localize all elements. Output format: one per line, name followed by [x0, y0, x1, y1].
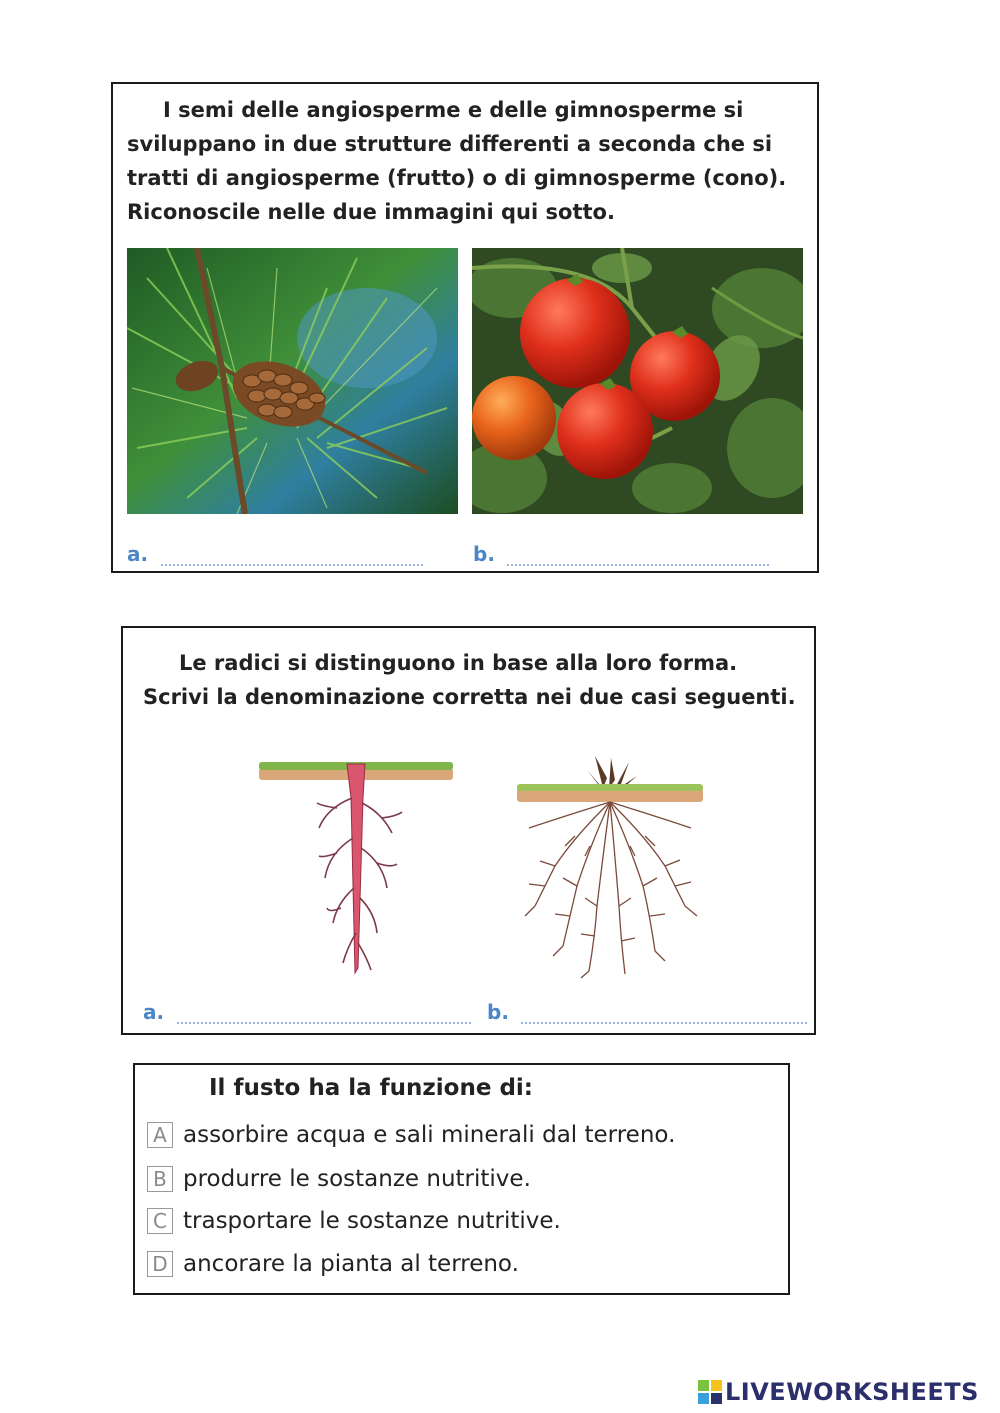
answer-b-blank[interactable] [507, 550, 769, 566]
option-d-letter[interactable]: D [147, 1251, 173, 1277]
option-a-text: assorbire acqua e sali minerali dal terreno. [183, 1122, 676, 1148]
answer-a-line[interactable] [127, 542, 423, 566]
answer-a-label: a. [127, 542, 149, 566]
answer-b-label: b. [473, 542, 495, 566]
roots-exercise-box [121, 626, 816, 1035]
option-a-letter[interactable]: A [147, 1122, 173, 1148]
option-c[interactable] [147, 1208, 561, 1234]
option-b[interactable] [147, 1166, 531, 1192]
option-b-letter[interactable]: B [147, 1166, 173, 1192]
taproot-illustration [257, 758, 457, 980]
option-c-text: trasportare le sostanze nutritive. [183, 1208, 561, 1234]
seeds-exercise-box [111, 82, 819, 573]
root-answer-b-line[interactable] [487, 1000, 807, 1024]
brand-name: LIVEWORKSHEETS [725, 1378, 979, 1406]
seeds-instructions: I semi delle angiosperme e delle gimnosperme si sviluppano in due strutture differenti a seconda che si tratti di angiosperme (frutto) o di gimnosperme (cono). Riconoscile nelle due immagini qui sotto. [127, 98, 787, 224]
option-b-text: produrre le sostanze nutritive. [183, 1166, 531, 1192]
answer-a-blank[interactable] [161, 550, 423, 566]
pine-cone-photo [127, 248, 458, 514]
root-answer-a-line[interactable] [143, 1000, 471, 1024]
root-answer-b-label: b. [487, 1000, 509, 1024]
fibrous-root-illustration [515, 756, 705, 982]
quiz-question: Il fusto ha la funzione di: [209, 1075, 533, 1101]
option-d-text: ancorare la pianta al terreno. [183, 1251, 519, 1277]
tomato-photo [472, 248, 803, 514]
liveworksheets-logo-icon [698, 1380, 722, 1404]
option-d[interactable] [147, 1251, 519, 1277]
stem-quiz-box [133, 1063, 790, 1295]
option-c-letter[interactable]: C [147, 1208, 173, 1234]
option-a[interactable] [147, 1122, 675, 1148]
liveworksheets-brand [698, 1378, 979, 1406]
root-answer-b-blank[interactable] [521, 1008, 807, 1024]
answer-b-line[interactable] [473, 542, 769, 566]
roots-instructions: Le radici si distinguono in base alla loro forma. Scrivi la denominazione corretta nei due casi seguenti. [143, 651, 796, 709]
root-answer-a-blank[interactable] [177, 1008, 471, 1024]
root-answer-a-label: a. [143, 1000, 165, 1024]
